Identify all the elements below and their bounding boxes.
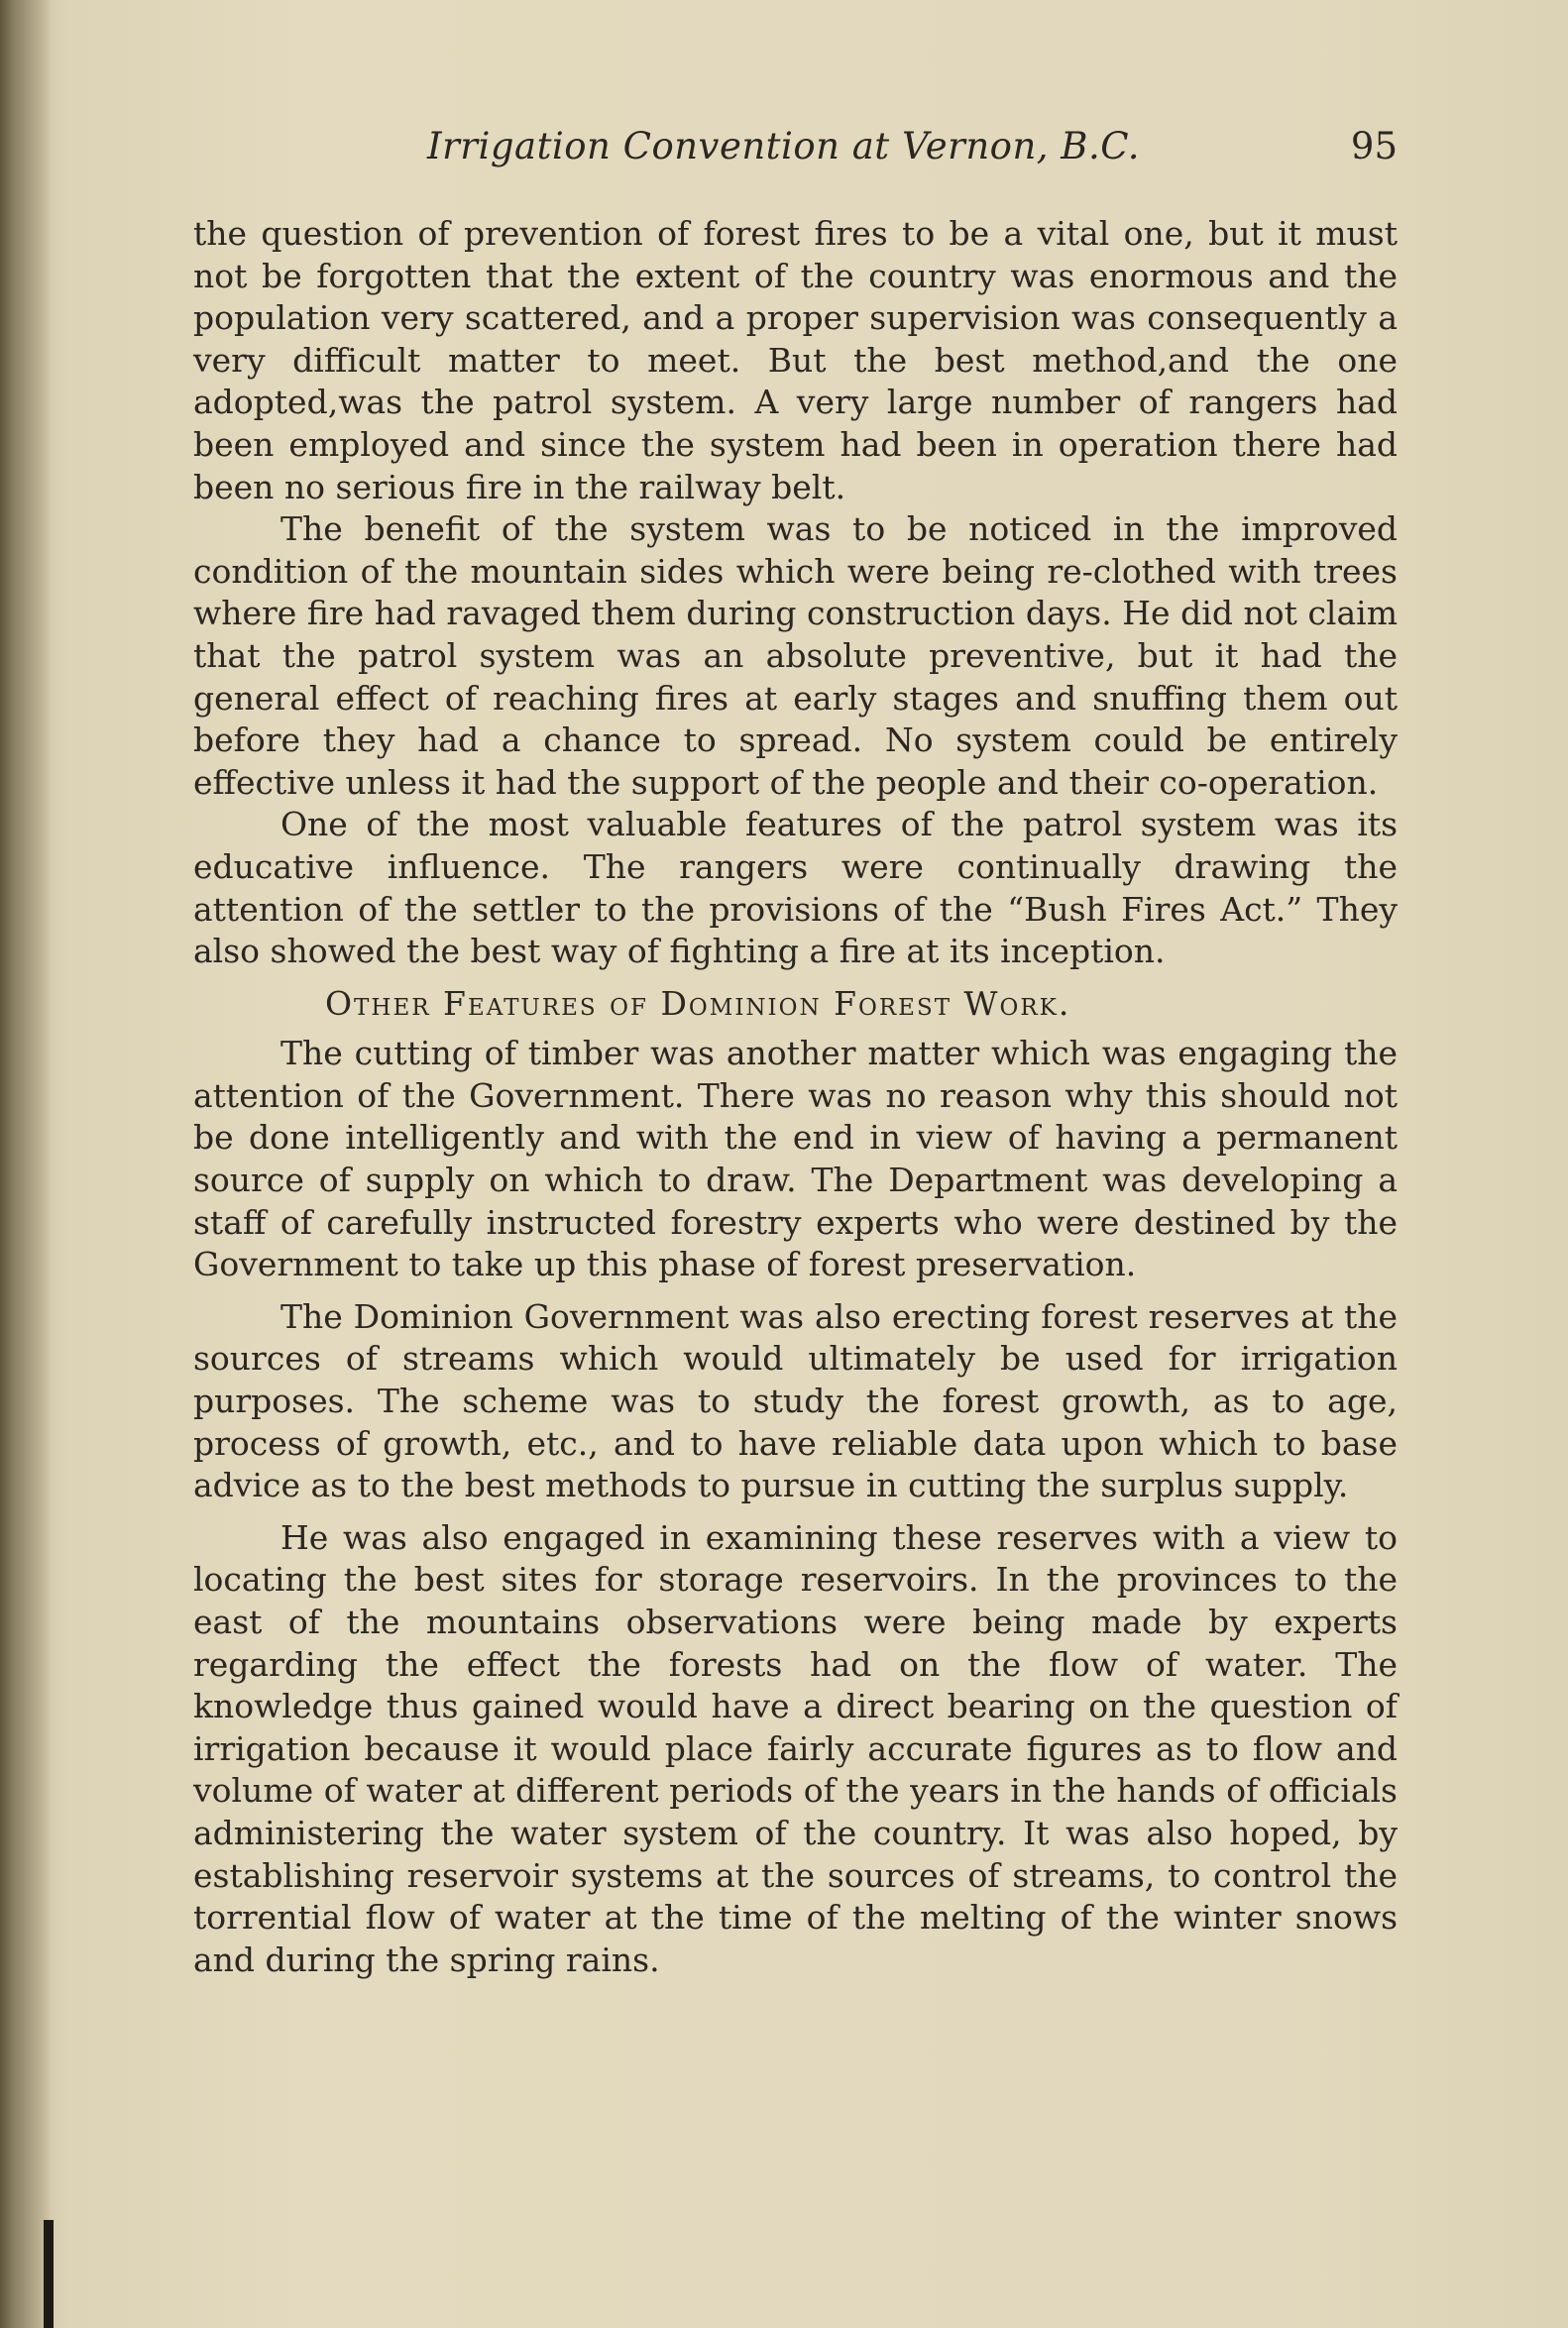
- page-body: [193, 213, 1398, 1981]
- page-header: [193, 125, 1398, 184]
- binding-edge: [44, 2220, 54, 2328]
- paragraph: The Dominion Government was also erecting forest reserves at the sources of streams which would ultimately be used for irrigation purposes. The scheme was to study the forest growth, as to age, process of growth, etc., and to have reliable data upon which to base advice as to the best methods to pursue in cutting the surplus supply.: [193, 1296, 1398, 1505]
- paragraph: One of the most valuable features of the patrol system was its educative influence. The rangers were continually drawing the attention of the settler to the provisions of the “Bush Fires Act.” They also showed the best way of fighting a fire at its inception.: [193, 805, 1398, 971]
- paragraph-continued: the question of prevention of forest fires to be a vital one, but it must not be forgotten that the extent of the country was enormous and the population very scattered, and a proper supervision was consequently a very difficult matter to meet. But the best method,and the one adopted,was the patrol system. A very large number of rangers had been employed and since the system had been in operation there had been no serious fire in the railway belt.: [193, 214, 1398, 506]
- section-heading: Other Features of Dominion Forest Work.: [325, 983, 1071, 1023]
- paragraph: The cutting of timber was another matter which was engaging the attention of the Government. There was no reason why this should not be done intelligently and with the end in view of having a permanent source of supply on which to draw. The Department was developing a staff of carefully instructed forestry experts who were destined by the Government to take up this phase of forest preservation.: [193, 1034, 1398, 1284]
- book-spine-shadow: [0, 0, 52, 2328]
- paragraph: The benefit of the system was to be noticed in the improved condition of the mountain sides which were being re-clothed with trees where fire had ravaged them during construction days. He did not claim that the patrol system was an absolute preventive, but it had the general effect of reaching fires at early stages and snuffing them out before they had a chance to spread. No system could be entirely effective unless it had the support of the people and their co-operation.: [193, 509, 1398, 802]
- running-title: Irrigation Convention at Vernon, B.C.: [427, 125, 1141, 167]
- page-number: 95: [1350, 125, 1398, 167]
- paragraph: He was also engaged in examining these reserves with a view to locating the best sites for storage reservoirs. In the provinces to the east of the mountains observations were being made by experts regarding the effect the forests had on the flow of water. The knowledge thus gained would have a direct bearing on the question of irrigation because it would place fairly accurate figures as to flow and volume of water at different periods of the years in the hands of officials administering the water system of the country. It was also hoped, by establishing reservoir systems at the sources of streams, to control the torrential flow of water at the time of the melting of the winter snows and during the spring rains.: [193, 1517, 1398, 1979]
